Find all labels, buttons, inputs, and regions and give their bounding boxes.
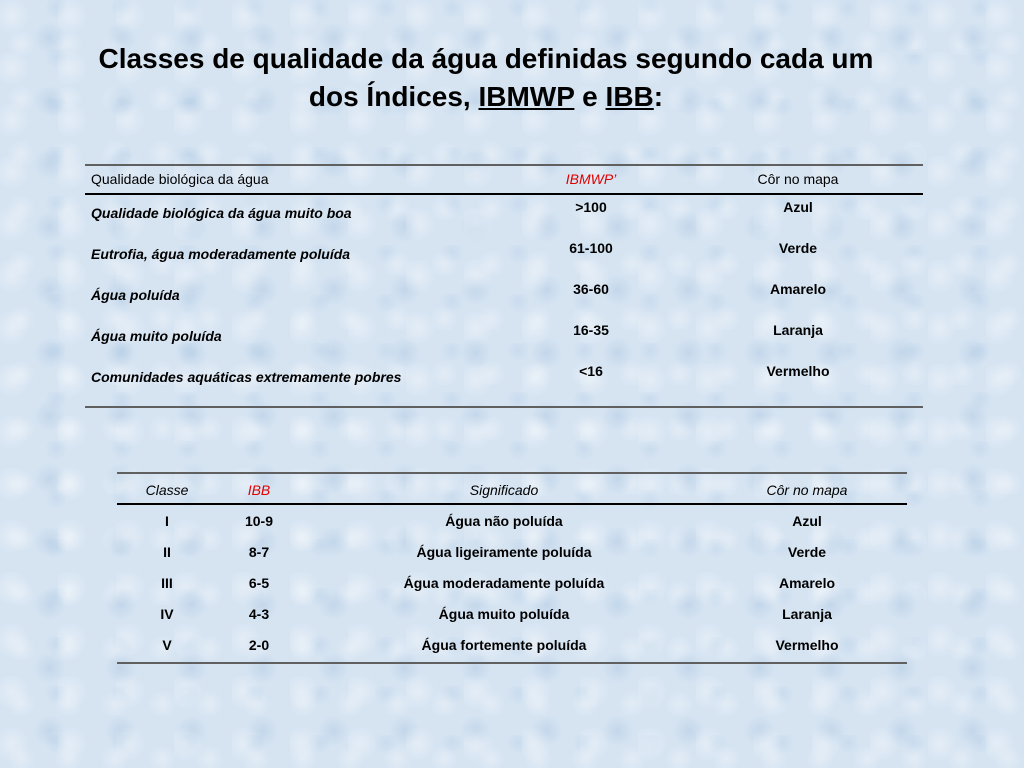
table-bottom-rule [85,400,923,408]
range-cell: >100 [575,199,607,215]
ibb-cell: 2-0 [248,637,270,653]
title-line-1: Classes de qualidade da água definidas segundo cada um [98,43,874,74]
page-title [0,40,972,116]
color-cell: Laranja [782,606,832,622]
title-conjunction: e [574,81,606,112]
color-cell: Azul [792,513,822,529]
color-cell: Vermelho [775,637,839,653]
range-cell: <16 [579,363,603,379]
title-line-2 [0,78,972,116]
table-row [117,598,907,629]
table-row [85,195,923,236]
ibb-table [117,472,907,664]
ibmwp-table [85,164,923,408]
table-row [85,277,923,318]
header-quality: Qualidade biológica da água [91,171,269,187]
title-suffix: : [653,81,664,112]
header-meaning: Significado [469,482,539,498]
quality-cell: Comunidades aquáticas extremamente pobres [91,369,402,385]
color-cell: Verde [787,544,827,560]
table-bottom-rule [117,660,907,664]
table-row [85,236,923,277]
meaning-cell: Água ligeiramente poluída [416,544,592,560]
table-row [117,629,907,660]
range-cell: 16-35 [573,322,609,338]
table-row [85,318,923,359]
quality-cell: Água poluída [91,287,180,303]
ibb-cell: 6-5 [248,575,270,591]
color-cell: Azul [783,199,813,215]
table-row [85,359,923,400]
header-map-color: Côr no mapa [757,171,839,187]
meaning-cell: Água muito poluída [438,606,570,622]
color-cell: Vermelho [766,363,830,379]
quality-cell: Qualidade biológica da água muito boa [91,205,352,221]
meaning-cell: Água fortemente poluída [421,637,587,653]
quality-cell: Eutrofia, água moderadamente poluída [91,246,351,262]
class-cell: III [161,575,173,591]
header-class: Classe [145,482,189,498]
quality-cell: Água muito poluída [91,328,222,344]
ibmwp-table-header [85,164,923,195]
class-cell: I [165,513,169,529]
class-cell: IV [160,606,174,622]
table-row [117,536,907,567]
class-cell: II [163,544,171,560]
meaning-cell: Água não poluída [445,513,563,529]
color-cell: Verde [778,240,818,256]
meaning-cell: Água moderadamente poluída [403,575,605,591]
header-ibmwp: IBMWP’ [565,171,617,187]
color-cell: Laranja [773,322,823,338]
title-index-ibb: IBB [605,81,654,112]
header-map-color: Côr no mapa [766,482,848,498]
ibb-cell: 8-7 [248,544,270,560]
ibb-cell: 4-3 [248,606,270,622]
range-cell: 36-60 [573,281,609,297]
title-index-ibmwp: IBMWP [478,81,575,112]
header-ibb: IBB [247,482,271,498]
ibb-table-header [117,472,907,505]
ibb-cell: 10-9 [244,513,274,529]
color-cell: Amarelo [769,281,827,297]
table-row [117,567,907,598]
class-cell: V [162,637,172,653]
table-row [117,505,907,536]
range-cell: 61-100 [569,240,613,256]
title-prefix: dos Índices, [308,81,479,112]
color-cell: Amarelo [778,575,836,591]
